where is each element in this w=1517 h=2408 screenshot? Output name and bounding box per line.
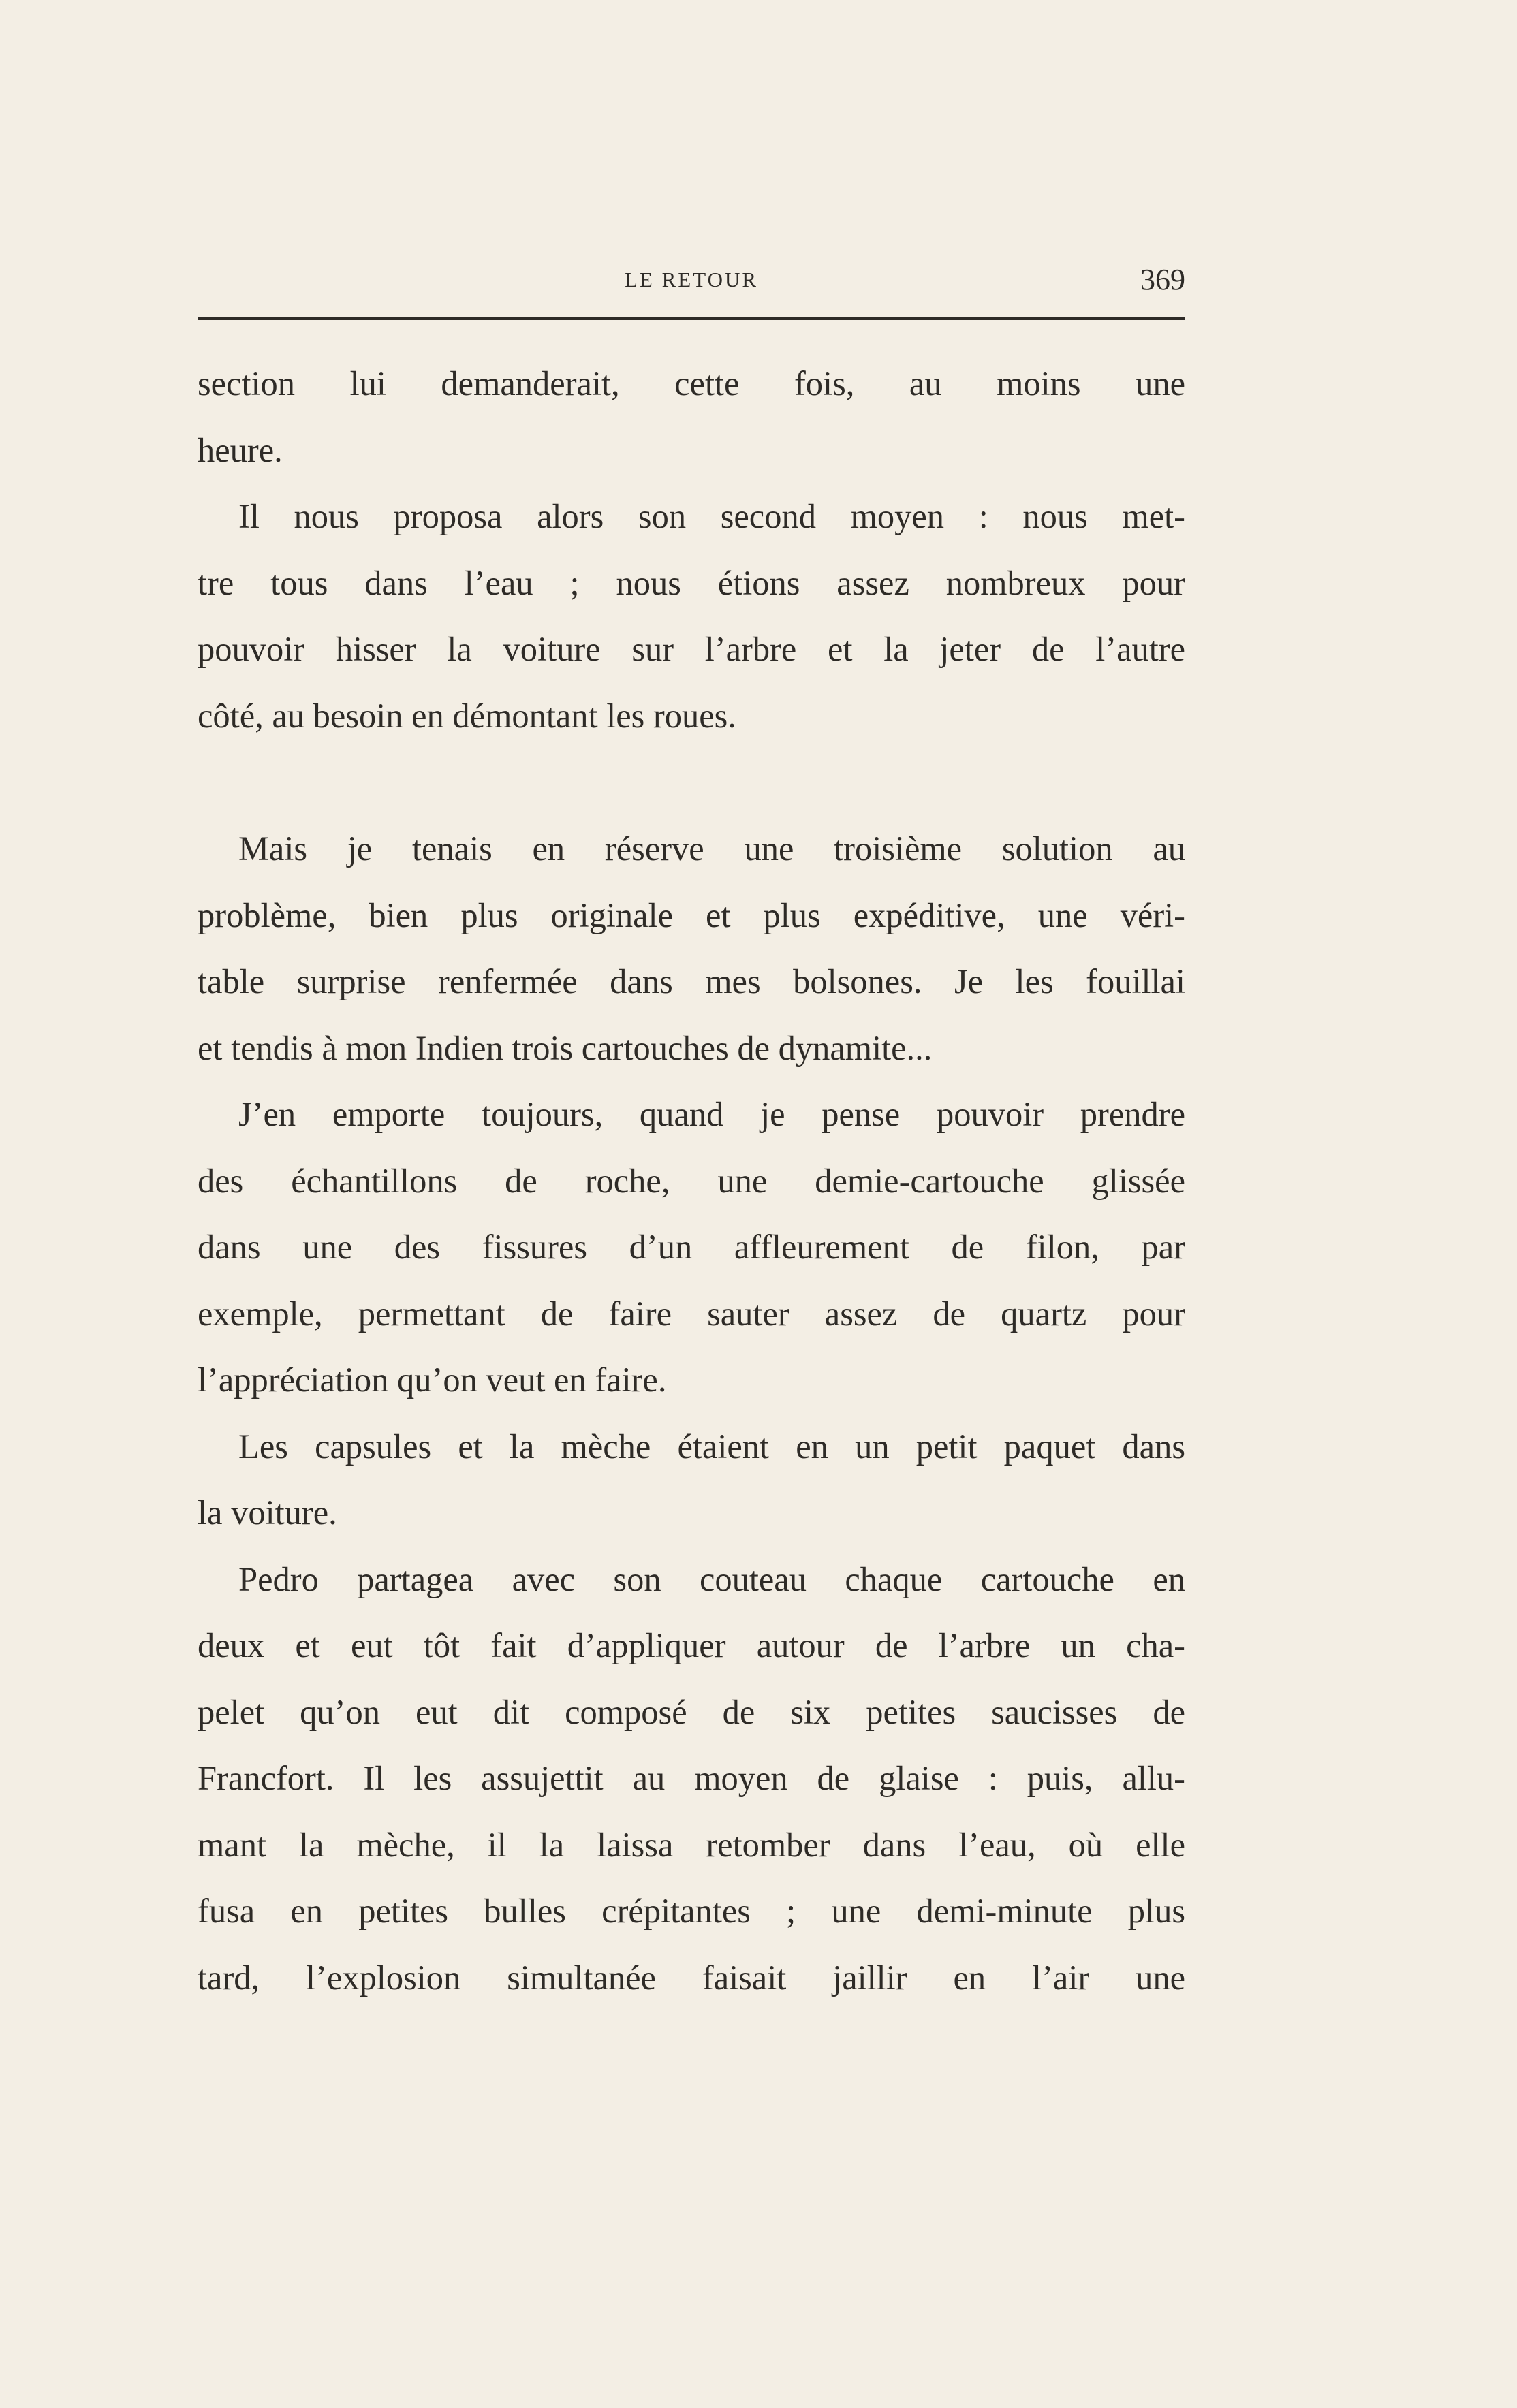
- text-line: Francfort. Il les assujettit au moyen de glaise : puis, allu-: [198, 1759, 1185, 1797]
- text-line: mant la mèche, il la laissa retomber dans l’eau, où elle: [198, 1825, 1185, 1864]
- text-line: côté, au besoin en démontant les roues.: [198, 696, 736, 735]
- text-line: pelet qu’on eut dit composé de six petites saucisses de: [198, 1692, 1185, 1731]
- page-number: 369: [1140, 263, 1185, 296]
- text-line: l’appréciation qu’on veut en faire.: [198, 1361, 667, 1399]
- text-line: tard, l’explosion simultanée faisait jaillir en l’air une: [198, 1958, 1185, 1997]
- text-line: dans une des fissures d’un affleurement de filon, par: [198, 1228, 1185, 1266]
- running-title: LE RETOUR: [624, 268, 759, 291]
- text-line: des échantillons de roche, une demie-cartouche glissée: [198, 1161, 1185, 1200]
- text-line: exemple, permettant de faire sauter assez de quartz pour: [198, 1294, 1185, 1333]
- text-line: deux et eut tôt fait d’appliquer autour de l’arbre un cha-: [198, 1626, 1185, 1664]
- text-line: tre tous dans l’eau ; nous étions assez nombreux pour: [198, 563, 1185, 602]
- text-line: Il nous proposa alors son second moyen : nous met-: [238, 497, 1185, 535]
- text-line: J’en emporte toujours, quand je pense pouvoir prendre: [238, 1095, 1185, 1133]
- body-text: [198, 351, 1185, 2011]
- text-line: table surprise renfermée dans mes bolsones. Je les fouillai: [198, 962, 1185, 1000]
- text-line: et tendis à mon Indien trois cartouches de dynamite...: [198, 1028, 933, 1067]
- text-line: la voiture.: [198, 1493, 337, 1532]
- text-line: heure.: [198, 430, 283, 469]
- text-line: problème, bien plus originale et plus expéditive, une véri-: [198, 896, 1185, 934]
- header-rule: [198, 317, 1185, 320]
- page-header: [198, 262, 1185, 303]
- text-line: Pedro partagea avec son couteau chaque cartouche en: [238, 1559, 1185, 1598]
- text-line: Les capsules et la mèche étaient en un petit paquet dans: [238, 1427, 1185, 1466]
- text-line: pouvoir hisser la voiture sur l’arbre et la jeter de l’autre: [198, 630, 1185, 668]
- text-line: Mais je tenais en réserve une troisième solution au: [238, 829, 1185, 868]
- text-line: section lui demanderait, cette fois, au moins une: [198, 364, 1185, 402]
- text-line: fusa en petites bulles crépitantes ; une demi-minute plus: [198, 1892, 1185, 1930]
